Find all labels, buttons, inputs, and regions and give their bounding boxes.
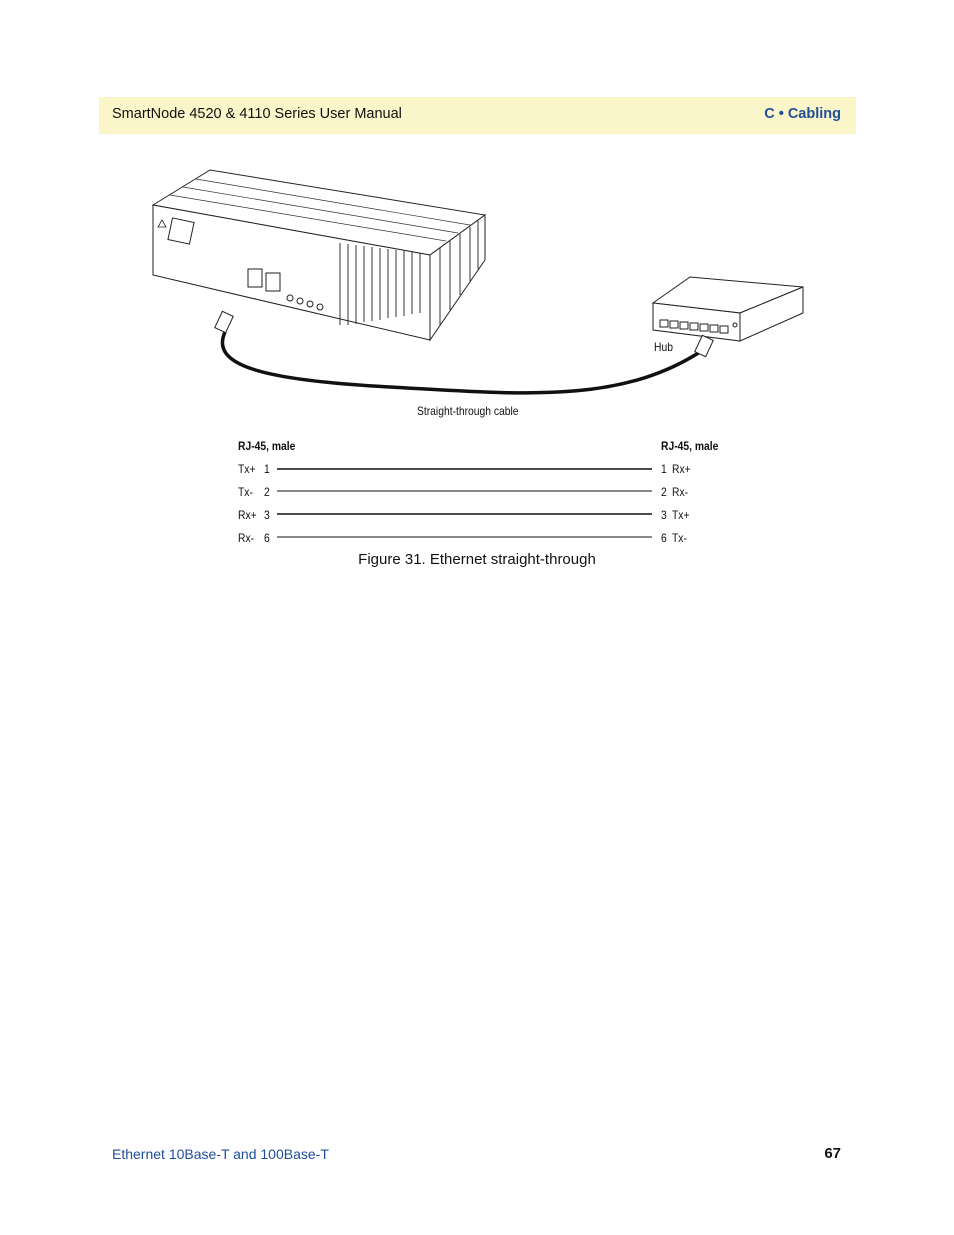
ethernet-figure <box>150 165 810 555</box>
left-pin-number: 6 <box>264 531 270 545</box>
cable-label: Straight-through cable <box>417 404 519 418</box>
right-pin-signal: Tx+ <box>672 508 690 522</box>
right-pin-number: 6 <box>661 531 667 545</box>
hub-illustration <box>653 277 803 341</box>
right-connector-title: RJ-45, male <box>661 439 719 453</box>
smartnode-device-illustration <box>153 170 485 340</box>
hub-label: Hub <box>654 340 673 354</box>
footer-section: Ethernet 10Base-T and 100Base-T <box>112 1146 329 1162</box>
page-number: 67 <box>824 1145 841 1162</box>
left-pin-number: 2 <box>264 485 270 499</box>
left-pin-signal: Rx- <box>238 531 255 545</box>
left-pin-signal: Tx- <box>238 485 253 499</box>
section-title: C • Cabling <box>764 106 841 122</box>
pinout-wiring <box>277 469 652 537</box>
right-pin-number: 1 <box>661 462 667 476</box>
straight-through-cable-illustration <box>215 311 713 393</box>
right-pin-signal: Rx+ <box>672 462 691 476</box>
right-pin-signal: Tx- <box>672 531 687 545</box>
figure-caption: Figure 31. Ethernet straight-through <box>358 551 596 568</box>
right-pin-number: 3 <box>661 508 667 522</box>
manual-title: SmartNode 4520 & 4110 Series User Manual <box>112 106 402 122</box>
left-pin-number: 3 <box>264 508 270 522</box>
right-pin-number: 2 <box>661 485 667 499</box>
left-pin-signal: Tx+ <box>238 462 256 476</box>
right-pin-signal: Rx- <box>672 485 689 499</box>
left-pin-signal: Rx+ <box>238 508 257 522</box>
left-pin-number: 1 <box>264 462 270 476</box>
left-connector-title: RJ-45, male <box>238 439 296 453</box>
